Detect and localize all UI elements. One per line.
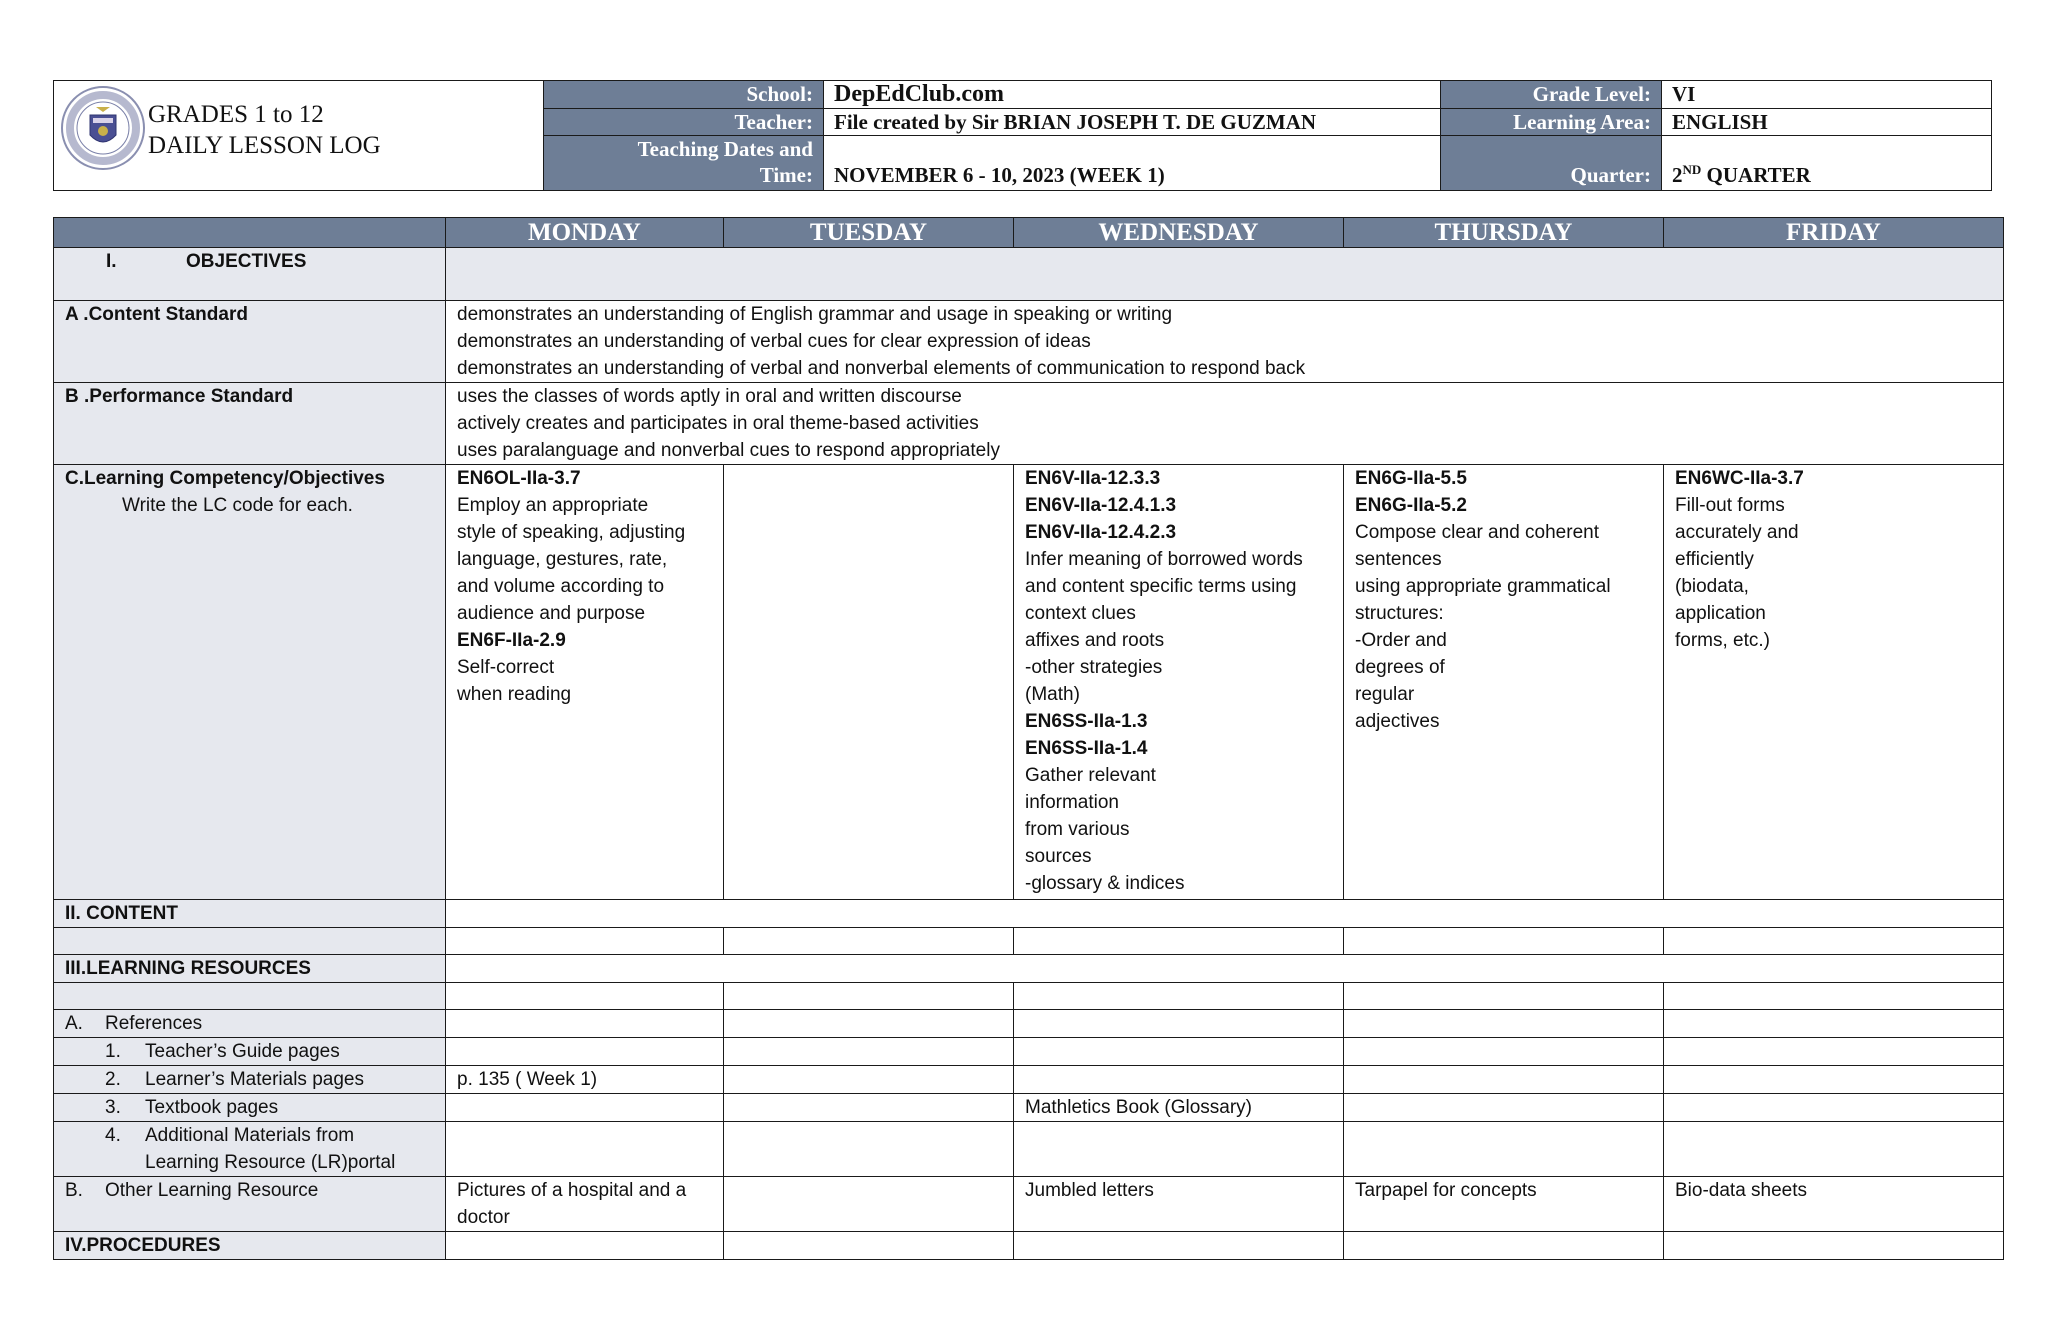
lc-text-line: when reading [457, 684, 572, 705]
lc-text-line: affixes and roots [1025, 630, 1165, 651]
learning-resources-blank-cell [1014, 983, 1344, 1010]
lc-text-line: and volume according to [457, 576, 665, 597]
day-header-monday: MONDAY [446, 218, 724, 248]
additional-materials-cell [1344, 1122, 1664, 1177]
header-title-line1: GRADES 1 to 12 [148, 101, 324, 128]
lc-text-line: audience and purpose [457, 603, 646, 624]
learning-resources-blank-cell [1664, 983, 2004, 1010]
header-title-cell [54, 81, 544, 191]
reference-item-cell: Mathletics Book (Glossary) [1014, 1094, 1344, 1122]
lc-text-line: application [1675, 603, 1766, 624]
reference-item-label [54, 1094, 446, 1122]
teaching-dates-value: NOVEMBER 6 - 10, 2023 (WEEK 1) [824, 136, 1441, 191]
content-blank-row [54, 928, 2004, 955]
learning-resources-blank-cell [446, 983, 724, 1010]
additional-materials-line2: Learning Resource (LR)portal [145, 1152, 396, 1173]
other-resource-letter: B. [65, 1180, 83, 1201]
lc-text-line: -Order and [1355, 630, 1447, 651]
performance-standard-content [446, 383, 2004, 465]
reference-item-cell [446, 1094, 724, 1122]
other-resource-row [54, 1177, 2004, 1232]
quarter-label: Quarter: [1441, 136, 1662, 191]
content-blank-label [54, 928, 446, 955]
learning-resources-label: III.LEARNING RESOURCES [54, 955, 446, 983]
teacher-value: File created by Sir BRIAN JOSEPH T. DE GUZMAN [824, 109, 1441, 136]
day-header-row [54, 218, 2004, 248]
reference-item-cell [724, 1038, 1014, 1066]
lc-text-line: -glossary & indices [1025, 873, 1185, 894]
reference-item-cell [724, 1094, 1014, 1122]
lc-code: EN6G-IIa-5.5 [1355, 468, 1467, 489]
lc-text-line: sources [1025, 846, 1092, 867]
learning-resources-blank-row [54, 983, 2004, 1010]
lc-text-line: accurately and [1675, 522, 1799, 543]
references-letter: A. [65, 1013, 83, 1034]
lc-code: EN6SS-IIa-1.4 [1025, 738, 1148, 759]
other-resource-friday: Bio-data sheets [1664, 1177, 2004, 1232]
performance-standard-line: uses the classes of words aptly in oral and written discourse [457, 386, 962, 407]
reference-item-cell [1664, 1066, 2004, 1094]
content-standard-line: demonstrates an understanding of English grammar and usage in speaking or writing [457, 304, 1173, 325]
reference-item-cell [446, 1038, 724, 1066]
lc-text-line: language, gestures, rate, [457, 549, 668, 570]
lc-text-line: information [1025, 792, 1119, 813]
references-label [54, 1010, 446, 1038]
teaching-dates-label-line2: Time: [759, 163, 813, 187]
lc-text-line: degrees of [1355, 657, 1445, 678]
other-resource-label [54, 1177, 446, 1232]
reference-item-row [54, 1038, 2004, 1066]
content-standard-content [446, 301, 2004, 383]
school-value: DepEdClub.com [824, 81, 1441, 109]
lc-code: EN6F-IIa-2.9 [457, 630, 566, 651]
competency-thursday [1344, 465, 1664, 900]
references-title: References [105, 1013, 203, 1034]
reference-item-cell [1014, 1066, 1344, 1094]
lc-code: EN6OL-IIa-3.7 [457, 468, 581, 489]
school-label: School: [544, 81, 824, 109]
references-cell [724, 1010, 1014, 1038]
reference-item-label [54, 1066, 446, 1094]
teacher-label: Teacher: [544, 109, 824, 136]
reference-item-cell: p. 135 ( Week 1) [446, 1066, 724, 1094]
learning-resources-blank-cell [1344, 983, 1664, 1010]
additional-materials-label [54, 1122, 446, 1177]
lc-text-line: and content specific terms using [1025, 576, 1297, 597]
content-blank-cell [1344, 928, 1664, 955]
additional-materials-line1: Additional Materials from [145, 1125, 355, 1146]
teaching-dates-label-line1: Teaching Dates and [637, 137, 813, 161]
learning-resources-value [446, 955, 2004, 983]
learning-resources-blank-label [54, 983, 446, 1010]
reference-item-title: Textbook pages [145, 1097, 279, 1118]
learning-resources-row [54, 955, 2004, 983]
content-standard-line: demonstrates an understanding of verbal and nonverbal elements of communication to respond back [457, 358, 1306, 379]
competency-row [54, 465, 2004, 900]
lc-text-line: adjectives [1355, 711, 1440, 732]
lc-text-line: structures: [1355, 603, 1444, 624]
lc-text-line: Gather relevant [1025, 765, 1156, 786]
header-table [53, 80, 1992, 191]
reference-item-cell [1344, 1094, 1664, 1122]
lc-text-line: Self-correct [457, 657, 555, 678]
additional-materials-number: 4. [105, 1125, 121, 1146]
lc-text-line: Infer meaning of borrowed words [1025, 549, 1303, 570]
lc-text-line: Fill-out forms [1675, 495, 1785, 516]
performance-standard-line: uses paralanguage and nonverbal cues to respond appropriately [457, 440, 1000, 461]
lc-code: EN6V-IIa-12.3.3 [1025, 468, 1161, 489]
grade-level-label: Grade Level: [1441, 81, 1662, 109]
procedures-row [54, 1232, 2004, 1260]
header-title-line2: DAILY LESSON LOG [148, 132, 381, 159]
day-header-blank [54, 218, 446, 248]
lc-text-line: from various [1025, 819, 1130, 840]
lc-text-line: regular [1355, 684, 1415, 705]
content-label: II. CONTENT [54, 900, 446, 928]
day-header-friday: FRIDAY [1664, 218, 2004, 248]
competency-title: C.Learning Competency/Objectives [65, 468, 385, 489]
procedures-cell [1664, 1232, 2004, 1260]
additional-materials-row [54, 1122, 2004, 1177]
content-standard-line: demonstrates an understanding of verbal cues for clear expression of ideas [457, 331, 1091, 352]
references-cell [446, 1010, 724, 1038]
reference-item-cell [724, 1066, 1014, 1094]
competency-monday [446, 465, 724, 900]
quarter-number: 2 [1672, 163, 1683, 187]
lc-text-line: using appropriate grammatical [1355, 576, 1611, 597]
reference-item-title: Learner’s Materials pages [145, 1069, 364, 1090]
lc-text-line: -other strategies [1025, 657, 1163, 678]
lc-code: EN6V-IIa-12.4.2.3 [1025, 522, 1177, 543]
performance-standard-row [54, 383, 2004, 465]
learning-area-label: Learning Area: [1441, 109, 1662, 136]
other-resource-monday [446, 1177, 724, 1232]
procedures-label: IV.PROCEDURES [54, 1232, 446, 1260]
other-resource-monday-line2: doctor [457, 1207, 510, 1228]
reference-item-cell [1664, 1038, 2004, 1066]
additional-materials-cell [724, 1122, 1014, 1177]
procedures-cell [724, 1232, 1014, 1260]
other-resource-wednesday: Jumbled letters [1014, 1177, 1344, 1232]
reference-item-cell [1344, 1066, 1664, 1094]
content-blank-cell [724, 928, 1014, 955]
content-standard-row [54, 301, 2004, 383]
lc-text-line: forms, etc.) [1675, 630, 1771, 651]
content-blank-cell [1014, 928, 1344, 955]
competency-friday [1664, 465, 2004, 900]
lc-text-line: Employ an appropriate [457, 495, 649, 516]
reference-item-row [54, 1094, 2004, 1122]
lc-code: EN6SS-IIa-1.3 [1025, 711, 1148, 732]
additional-materials-cell [1014, 1122, 1344, 1177]
lesson-grid [53, 217, 2004, 1260]
objectives-number: I. [106, 251, 117, 272]
competency-label [54, 465, 446, 900]
references-cell [1014, 1010, 1344, 1038]
day-header-thursday: THURSDAY [1344, 218, 1664, 248]
reference-item-title: Teacher’s Guide pages [145, 1041, 340, 1062]
quarter-word: QUARTER [1701, 163, 1811, 187]
lc-text-line: sentences [1355, 549, 1442, 570]
objectives-content [446, 248, 2004, 301]
references-row [54, 1010, 2004, 1038]
objectives-title: OBJECTIVES [186, 251, 307, 272]
lc-text-line: (Math) [1025, 684, 1080, 705]
procedures-cell [1344, 1232, 1664, 1260]
procedures-cell [446, 1232, 724, 1260]
objectives-label [54, 248, 446, 301]
references-cell [1664, 1010, 2004, 1038]
performance-standard-label: B .Performance Standard [54, 383, 446, 465]
grade-level-value: VI [1662, 81, 1992, 109]
competency-tuesday [724, 465, 1014, 900]
reference-item-cell [1344, 1038, 1664, 1066]
lc-text-line: (biodata, [1675, 576, 1749, 597]
content-value [446, 900, 2004, 928]
other-resource-monday-line1: Pictures of a hospital and a [457, 1180, 687, 1201]
quarter-value [1662, 136, 1992, 191]
deped-seal-icon [60, 85, 146, 171]
reference-item-number: 1. [105, 1041, 121, 1062]
learning-resources-blank-cell [724, 983, 1014, 1010]
content-row [54, 900, 2004, 928]
references-cell [1344, 1010, 1664, 1038]
additional-materials-cell [1664, 1122, 2004, 1177]
competency-subtitle: Write the LC code for each. [122, 495, 353, 516]
content-standard-label: A .Content Standard [54, 301, 446, 383]
content-blank-cell [446, 928, 724, 955]
reference-item-cell [1014, 1038, 1344, 1066]
other-resource-thursday: Tarpapel for concepts [1344, 1177, 1664, 1232]
objectives-row [54, 248, 2004, 301]
other-resource-tuesday [724, 1177, 1014, 1232]
additional-materials-cell [446, 1122, 724, 1177]
lc-text-line: context clues [1025, 603, 1136, 624]
teaching-dates-label [544, 136, 824, 191]
lc-code: EN6WC-IIa-3.7 [1675, 468, 1804, 489]
learning-area-value: ENGLISH [1662, 109, 1992, 136]
competency-wednesday [1014, 465, 1344, 900]
lc-text-line: efficiently [1675, 549, 1754, 570]
reference-item-cell [1664, 1094, 2004, 1122]
other-resource-title: Other Learning Resource [105, 1180, 319, 1201]
reference-item-row [54, 1066, 2004, 1094]
lc-text-line: style of speaking, adjusting [457, 522, 686, 543]
reference-item-number: 3. [105, 1097, 121, 1118]
lc-code: EN6G-IIa-5.2 [1355, 495, 1467, 516]
day-header-wednesday: WEDNESDAY [1014, 218, 1344, 248]
performance-standard-line: actively creates and participates in oral theme-based activities [457, 413, 979, 434]
content-blank-cell [1664, 928, 2004, 955]
quarter-suffix: ND [1682, 162, 1702, 177]
day-header-tuesday: TUESDAY [724, 218, 1014, 248]
lc-text-line: Compose clear and coherent [1355, 522, 1599, 543]
lc-code: EN6V-IIa-12.4.1.3 [1025, 495, 1177, 516]
reference-item-number: 2. [105, 1069, 121, 1090]
reference-item-label [54, 1038, 446, 1066]
procedures-cell [1014, 1232, 1344, 1260]
